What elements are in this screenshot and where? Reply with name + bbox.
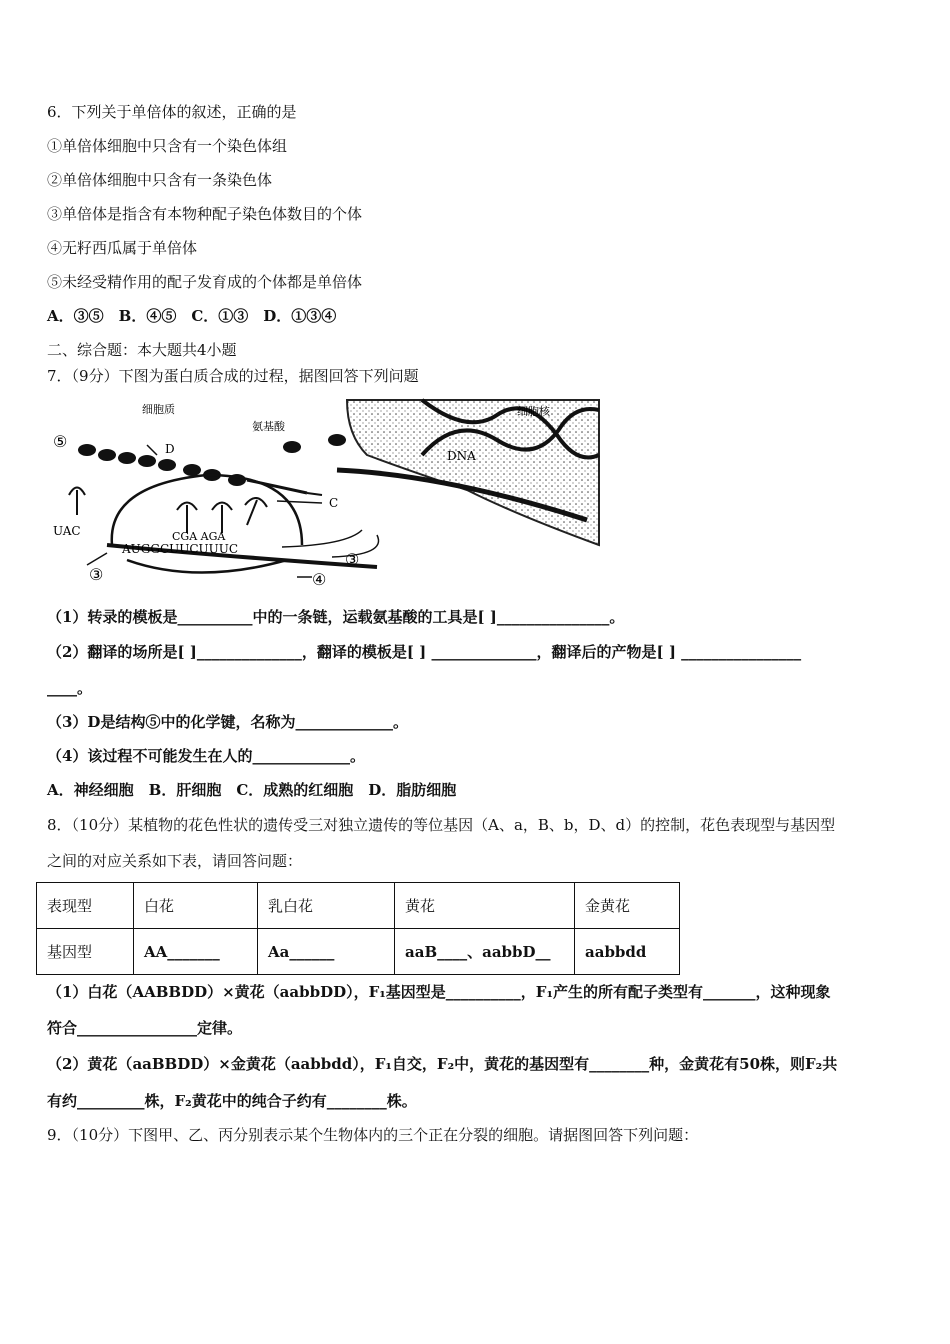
q7-sub1: （1）转录的模板是__________中的一条链，运载氨基酸的工具是[ ]_______________。 [47, 608, 625, 626]
label-mark-4: ④ [312, 570, 327, 589]
table-row [37, 883, 680, 929]
pointer-c [277, 501, 322, 503]
table-cell: Aa______ [258, 929, 395, 975]
trna-group [69, 488, 267, 534]
q6-item-1: ①单倍体细胞中只含有一个染色体组 [47, 137, 288, 155]
label-dna: DNA [447, 449, 476, 463]
protein-synthesis-diagram [47, 395, 602, 590]
table-cell: aabbdd [575, 929, 680, 975]
q8-sub2-line2: 有约_________株，F₂黄花中的纯合子约有________株。 [47, 1092, 417, 1110]
table-cell: 表现型 [37, 883, 134, 929]
label-c: C [329, 496, 339, 510]
amino-acid [283, 441, 301, 453]
table-cell: 黄花 [395, 883, 575, 929]
table-cell: 基因型 [37, 929, 134, 975]
q6-stem: 6．下列关于单倍体的叙述，正确的是 [47, 103, 297, 121]
q8-sub2-line1: （2）黄花（aaBBDD）×金黄花（aabbdd），F₁自交，F₂中，黄花的基因型有________种，金黄花有50株，则F₂共 [47, 1055, 838, 1073]
pointer-d [147, 445, 157, 455]
q6-item-5: ⑤未经受精作用的配子发育成的个体都是单倍体 [47, 273, 363, 291]
table-cell: 乳白花 [258, 883, 395, 929]
q6-item-3: ③单倍体是指含有本物种配子染色体数目的个体 [47, 205, 363, 223]
q6-options: A．③⑤ B．④⑤ C．①③ D．①③④ [47, 307, 337, 325]
q7-stem: 7．（9分）下图为蛋白质合成的过程，据图回答下列问题 [47, 367, 419, 385]
table-cell: aaB____、aabbD__ [395, 929, 575, 975]
phenotype-genotype-table [36, 882, 680, 975]
q8-sub1-line1: （1）白花（AABBDD）×黄花（aabbDD），F₁基因型是__________，F₁产生的所有配子类型有_______，这种现象 [47, 983, 831, 1001]
protein-synthesis-figure [47, 395, 602, 590]
q7-sub3: （3）D是结构⑤中的化学键，名称为_____________。 [47, 713, 408, 731]
label-cytoplasm: 细胞质 [142, 403, 175, 416]
amino-acid [328, 434, 346, 446]
label-amino-acid: 氨基酸 [252, 420, 285, 433]
label-mark-3a: ③ [345, 550, 360, 569]
label-mark-5: ⑤ [53, 432, 68, 451]
q8-sub1-line2: 符合________________定律。 [47, 1019, 243, 1037]
q8-stem-line1: 8．（10分）某植物的花色性状的遗传受三对独立遗传的等位基因（A、a，B、b，D、d）的控制，花色表现型与基因型 [47, 816, 836, 834]
label-d: D [165, 442, 175, 456]
table-cell: 白花 [134, 883, 258, 929]
section-heading: 二、综合题：本大题共4小题 [47, 341, 237, 359]
pointer-3 [282, 530, 362, 547]
pointer-3b [87, 553, 107, 565]
ribosome-small [127, 560, 287, 573]
label-nucleus: 细胞核 [517, 405, 550, 418]
q7-sub2-line1: （2）翻译的场所是[ ]______________，翻译的模板是[ ] ______________，翻译后的产物是[ ] ________________ [47, 643, 802, 661]
table-cell: 金黄花 [575, 883, 680, 929]
label-mrna-seq: AUGGCUUCUUUC [122, 542, 239, 556]
q7-sub4: （4）该过程不可能发生在人的_____________。 [47, 747, 365, 765]
label-trna-codes: CGA AGA [172, 530, 226, 543]
label-anticodon: UAC [53, 524, 81, 538]
arrow [307, 493, 322, 495]
table-row [37, 929, 680, 975]
table-cell: AA_______ [134, 929, 258, 975]
q9-stem: 9．（10分）下图甲、乙、丙分别表示某个生物体内的三个正在分裂的细胞。请据图回答下列问题： [47, 1126, 699, 1144]
q8-stem-line2: 之间的对应关系如下表，请回答问题： [47, 852, 303, 870]
label-mark-3b: ③ [89, 565, 104, 584]
polypeptide-chain [78, 444, 307, 493]
q6-item-2: ②单倍体细胞中只含有一条染色体 [47, 171, 273, 189]
q7-sub2-line2: ____。 [47, 679, 93, 697]
q6-item-4: ④无籽西瓜属于单倍体 [47, 239, 198, 257]
q7-options: A．神经细胞 B．肝细胞 C．成熟的红细胞 D．脂肪细胞 [47, 781, 457, 799]
